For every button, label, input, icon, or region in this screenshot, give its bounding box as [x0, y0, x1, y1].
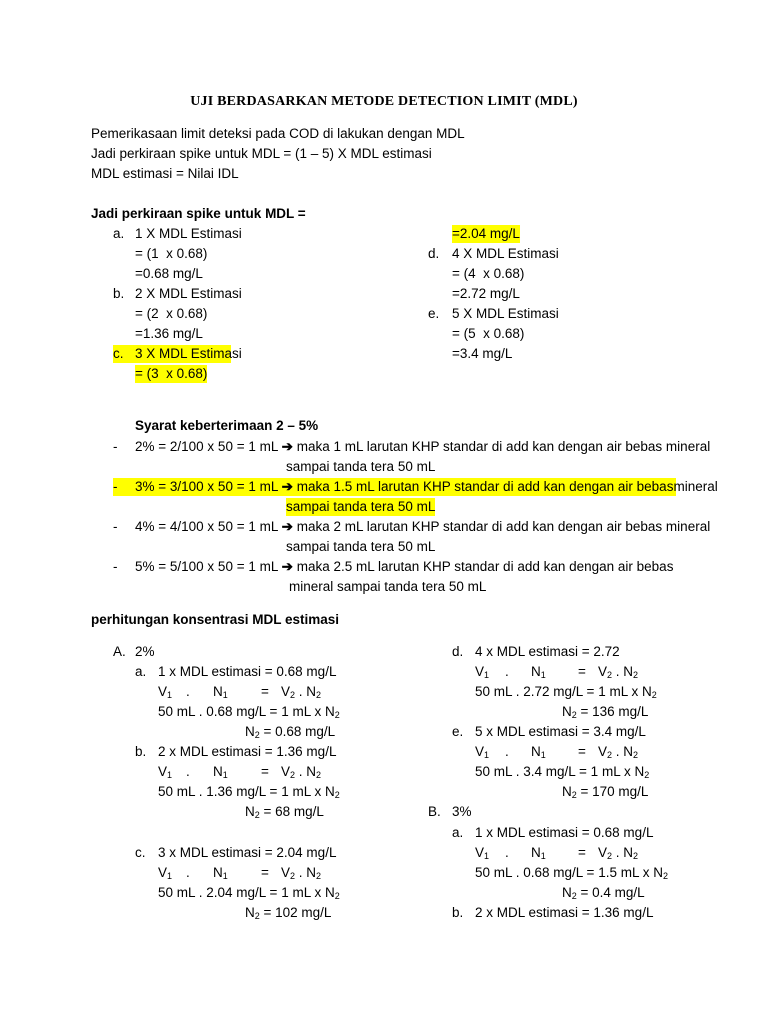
- equation-dot: .: [186, 764, 190, 779]
- calc-line: 50 mL . 1.36 mg/L = 1 mL x $N_2$: [158, 784, 340, 800]
- list-marker: b.: [113, 286, 125, 301]
- list-item: =1.36 mg/L: [135, 326, 203, 341]
- calc-line: 50 mL . 3.4 mg/L = 1 mL x $N_2$: [475, 764, 650, 780]
- calc-result: $N_2 = 0.4$ mg/L: [562, 885, 645, 901]
- equation-v2-n2: $V_2$ . $N_2$: [598, 845, 639, 861]
- syarat-cont: sampai tanda tera 50 mL: [286, 539, 436, 554]
- syarat-line: 5% = 5/100 x 50 = 1 mL ➔ maka 2.5 mL larutan KHP standar di add kan dengan air bebas: [135, 559, 674, 574]
- dash-bullet: -: [113, 559, 118, 574]
- equation-v1-n1: $V_1$: [475, 744, 490, 760]
- list-marker: c.: [135, 845, 146, 860]
- equation-dot: .: [505, 845, 509, 860]
- highlighted-list-item: =2.04 mg/L: [452, 226, 520, 241]
- calc-title: 1 x MDL estimasi = 0.68 mg/L: [158, 664, 337, 679]
- equation-dot: .: [186, 684, 190, 699]
- equation-v1-n1: $V_1$: [158, 764, 173, 780]
- list-item: = (5 x 0.68): [452, 326, 525, 341]
- calc-title: 5 x MDL estimasi = 3.4 mg/L: [475, 724, 646, 739]
- intro-line-3: MDL estimasi = Nilai IDL: [91, 166, 239, 181]
- equation-n1: $N_1$: [531, 744, 546, 760]
- equation-v2-n2: $V_2$ . $N_2$: [598, 664, 639, 680]
- list-item: 4 X MDL Estimasi: [452, 246, 559, 261]
- syarat-cont: mineral sampai tanda tera 50 mL: [289, 579, 487, 594]
- list-marker: e.: [428, 306, 440, 321]
- equation-v1-n1: $V_1$: [475, 664, 490, 680]
- section-label: 2%: [135, 644, 155, 659]
- calc-result: $N_2 = 136$ mg/L: [562, 704, 649, 720]
- equation-eq: =: [578, 664, 586, 679]
- syarat-line: 4% = 4/100 x 50 = 1 mL ➔ maka 2 mL larutan KHP standar di add kan dengan air bebas mineral: [135, 519, 711, 534]
- equation-eq: =: [261, 865, 269, 880]
- list-item: 5 X MDL Estimasi: [452, 306, 559, 321]
- equation-n1: $N_1$: [531, 664, 546, 680]
- list-item: =2.72 mg/L: [452, 286, 520, 301]
- equation-v1-n1: $V_1$: [158, 865, 173, 881]
- calc-line: 50 mL . 0.68 mg/L = 1.5 mL x $N_2$: [475, 865, 668, 881]
- list-marker: b.: [135, 744, 147, 759]
- list-marker: e.: [452, 724, 464, 739]
- calc-result: $N_2 = 170$ mg/L: [562, 784, 649, 800]
- dash-bullet: -: [113, 439, 118, 454]
- right-arrow-icon: ➔: [281, 479, 293, 494]
- highlighted-list-marker: c. 3 X MDL Estimasi: [113, 346, 242, 361]
- equation-v2-n2: $V_2$ . $N_2$: [281, 865, 322, 881]
- list-item: =3.4 mg/L: [452, 346, 513, 361]
- section-marker: A.: [113, 644, 126, 659]
- equation-eq: =: [261, 684, 269, 699]
- calc-line: 50 mL . 2.72 mg/L = 1 mL x $N_2$: [475, 684, 657, 700]
- calc-title: 2 x MDL estimasi = 1.36 mg/L: [158, 744, 337, 759]
- equation-eq: =: [261, 764, 269, 779]
- calc-title: 1 x MDL estimasi = 0.68 mg/L: [475, 825, 654, 840]
- list-item: 1 X MDL Estimasi: [135, 226, 242, 241]
- right-arrow-icon: ➔: [281, 559, 293, 574]
- equation-dot: .: [186, 865, 190, 880]
- spike-heading: Jadi perkiraan spike untuk MDL =: [91, 206, 306, 221]
- list-item: = (2 x 0.68): [135, 306, 208, 321]
- right-arrow-icon: ➔: [281, 519, 293, 534]
- equation-n1: $N_1$: [531, 845, 546, 861]
- calc-title: 3 x MDL estimasi = 2.04 mg/L: [158, 845, 337, 860]
- list-marker: a.: [135, 664, 147, 679]
- equation-eq: =: [578, 744, 586, 759]
- syarat-heading: Syarat keberterimaan 2 – 5%: [135, 418, 319, 433]
- list-marker: b.: [452, 905, 464, 920]
- calc-result: $N_2 = 68$ mg/L: [245, 804, 324, 820]
- calc-line: 50 mL . 2.04 mg/L = 1 mL x $N_2$: [158, 885, 340, 901]
- highlighted-list-item: = (3 x 0.68): [135, 366, 208, 381]
- highlighted-syarat-cont: sampai tanda tera 50 mL: [286, 499, 436, 514]
- right-arrow-icon: ➔: [281, 439, 293, 454]
- list-item: = (4 x 0.68): [452, 266, 525, 281]
- dash-bullet: -: [113, 519, 118, 534]
- equation-dot: .: [505, 744, 509, 759]
- highlighted-syarat-line: - 3% = 3/100 x 50 = 1 mL ➔ maka 1.5 mL larutan KHP standar di add kan dengan air bebasmineral: [113, 479, 718, 494]
- section-label: 3%: [452, 804, 472, 819]
- equation-v2-n2: $V_2$ . $N_2$: [281, 764, 322, 780]
- equation-eq: =: [578, 845, 586, 860]
- calc-result: $N_2 = 0.68$ mg/L: [245, 724, 336, 740]
- syarat-cont: sampai tanda tera 50 mL: [286, 459, 436, 474]
- intro-line-2: Jadi perkiraan spike untuk MDL = (1 – 5) X MDL estimasi: [91, 146, 432, 161]
- list-item: =0.68 mg/L: [135, 266, 203, 281]
- equation-dot: .: [505, 664, 509, 679]
- equation-v1-n1: $V_1$: [475, 845, 490, 861]
- equation-n1: $N_1$: [213, 684, 228, 700]
- list-marker: d.: [452, 644, 464, 659]
- calc-title: 2 x MDL estimasi = 1.36 mg/L: [475, 905, 654, 920]
- list-marker: a.: [113, 226, 125, 241]
- syarat-line: 2% = 2/100 x 50 = 1 mL ➔ maka 1 mL larutan KHP standar di add kan dengan air bebas mineral: [135, 439, 711, 454]
- calc-result: $N_2 = 102$ mg/L: [245, 905, 332, 921]
- section-marker: B.: [428, 804, 441, 819]
- calc-title: 4 x MDL estimasi = 2.72: [475, 644, 620, 659]
- equation-v1-n1: $V_1$: [158, 684, 173, 700]
- calc-line: 50 mL . 0.68 mg/L = 1 mL x $N_2$: [158, 704, 340, 720]
- equation-v2-n2: $V_2$ . $N_2$: [281, 684, 322, 700]
- equation-v2-n2: $V_2$ . $N_2$: [598, 744, 639, 760]
- list-item: 2 X MDL Estimasi: [135, 286, 242, 301]
- list-item: = (1 x 0.68): [135, 246, 208, 261]
- list-marker: d.: [428, 246, 440, 261]
- equation-n1: $N_1$: [213, 764, 228, 780]
- intro-line-1: Pemerikasaan limit deteksi pada COD di lakukan dengan MDL: [91, 126, 465, 141]
- document-title: UJI BERDASARKAN METODE DETECTION LIMIT (MDL): [190, 94, 578, 109]
- perhitungan-heading: perhitungan konsentrasi MDL estimasi: [91, 612, 340, 627]
- list-marker: a.: [452, 825, 464, 840]
- equation-n1: $N_1$: [213, 865, 228, 881]
